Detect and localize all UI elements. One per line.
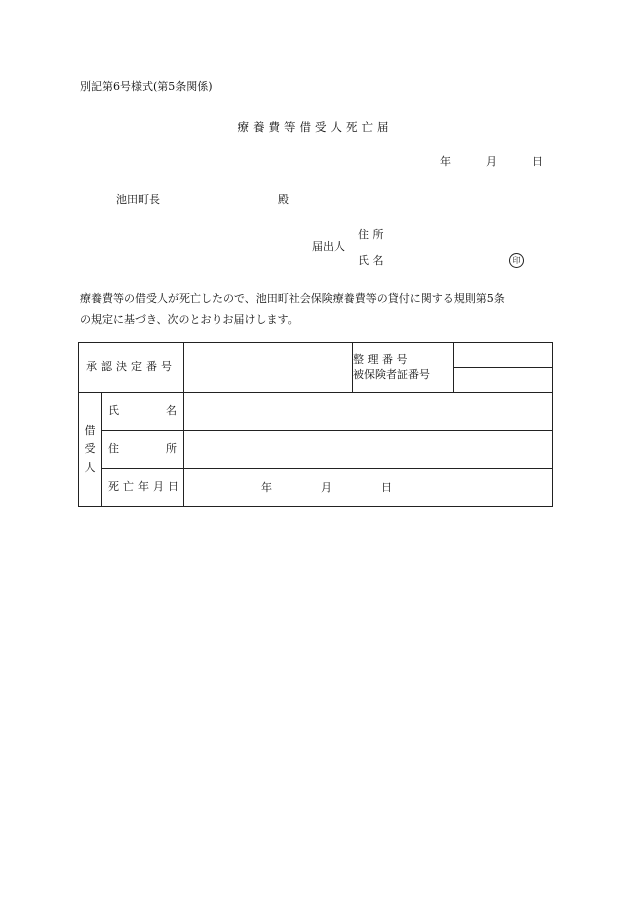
notifier-address-label: 住 所	[358, 228, 384, 241]
submission-date	[440, 156, 543, 167]
body-paragraph: 療養費等の借受人が死亡したので、池田町社会保険療養費等の貸付に関する規則第5条 の規定に基づき、次のとおりお届けします。	[80, 292, 505, 326]
date-month-unit: 月	[486, 155, 497, 168]
document-title: 療養費等借受人死亡届	[237, 120, 393, 134]
death-date-label: 死亡年月日	[102, 469, 184, 507]
borrower-name-label: 氏 名	[102, 393, 184, 431]
insurance-card-number-field[interactable]	[454, 368, 553, 393]
reference-number-labels	[353, 343, 454, 393]
borrower-label-char: 借	[84, 424, 96, 438]
management-number-label: 整 理 番 号	[353, 353, 408, 367]
notifier-name-label: 氏 名	[358, 254, 384, 267]
management-number-field[interactable]	[454, 343, 553, 368]
date-day-unit: 日	[532, 155, 543, 168]
seal-mark: 印	[509, 253, 524, 268]
insurance-card-number-label: 被保険者証番号	[353, 367, 430, 381]
addressee-name: 池田町長	[116, 193, 160, 206]
borrower-label-char: 人	[84, 460, 96, 474]
date-year-unit: 年	[440, 155, 451, 168]
approval-number-label: 承認決定番号	[79, 343, 184, 393]
addressee-honorific: 殿	[278, 193, 289, 206]
borrower-label	[79, 393, 102, 507]
death-date-field[interactable]	[184, 469, 553, 507]
death-date-month-unit: 月	[321, 480, 332, 494]
form-table	[78, 342, 553, 507]
borrower-address-field[interactable]	[184, 431, 553, 469]
borrower-label-char: 受	[84, 442, 96, 456]
death-date-day-unit: 日	[381, 480, 392, 494]
borrower-name-field[interactable]	[184, 393, 553, 431]
notifier-label: 届出人	[312, 240, 345, 253]
form-reference: 別記第6号様式(第5条関係)	[80, 80, 213, 93]
death-date-year-unit: 年	[261, 480, 272, 494]
borrower-address-label: 住 所	[102, 431, 184, 469]
approval-number-field[interactable]	[184, 343, 353, 393]
